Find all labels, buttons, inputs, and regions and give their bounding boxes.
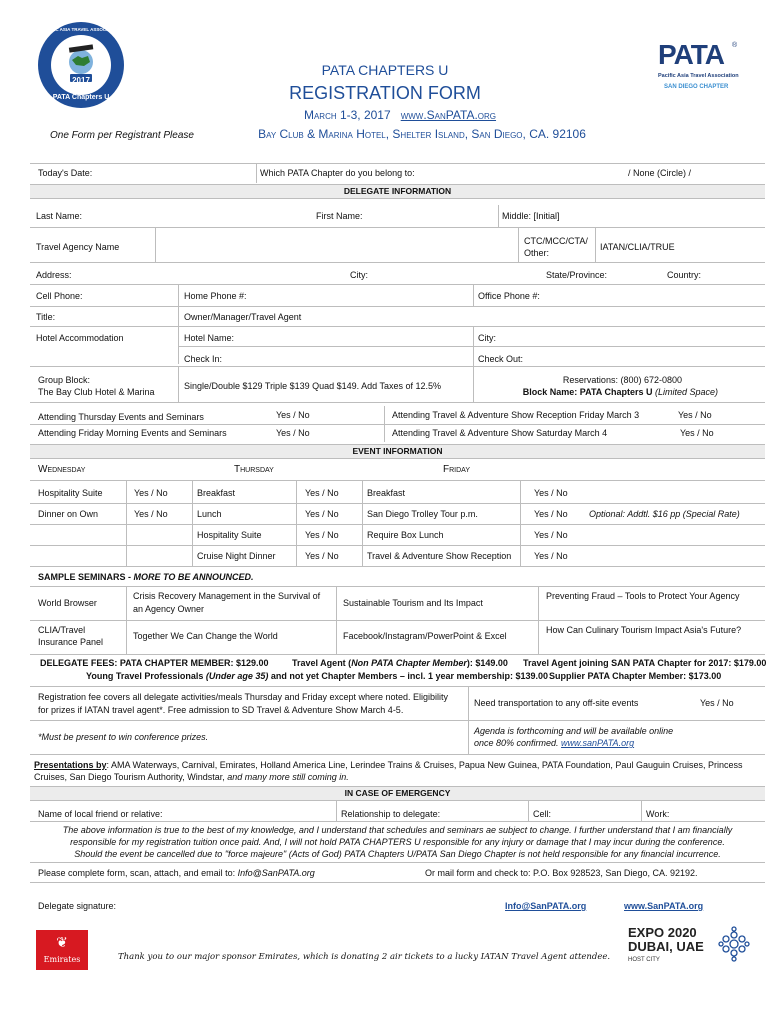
check-out-label: Check Out: [478,354,524,364]
iatan-label: IATAN/CLIA/TRUE [600,242,675,252]
must-be-present: *Must be present to win conference prizes. [38,732,209,742]
travel-agency-label: Travel Agency Name [36,242,120,252]
cell-phone-label: Cell Phone: [36,291,83,301]
chapter-label: Which PATA Chapter do you belong to: [260,168,415,178]
group-block-hotel: The Bay Club Hotel & Marina [38,387,155,397]
pata-logo-word: PATA [658,39,724,70]
thu-breakfast: Breakfast [197,488,236,498]
signature-label: Delegate signature: [38,901,117,911]
agenda-line-1: Agenda is forthcoming and will be available online [474,726,674,736]
thu-lunch-yes-no[interactable]: Yes / No [305,509,339,519]
hotel-accommodation-label: Hotel Accommodation [36,333,124,343]
block-name-note: (Limited Space) [654,387,718,397]
seminar-culinary: How Can Culinary Tourism Impact Asia's Future? [546,625,742,635]
attending-thursday-yes-no[interactable]: Yes / No [276,410,310,420]
expo-location: DUBAI, UAE [628,939,704,954]
agenda-link[interactable]: www.sanPATA.org [561,738,635,748]
agenda-text: once 80% confirmed. [474,738,562,748]
first-name-label: First Name: [316,211,363,221]
seminar-sustainable: Sustainable Tourism and Its Impact [343,598,483,608]
wed-dinner-yes-no[interactable]: Yes / No [134,509,168,519]
one-form-note: One Form per Registrant Please [50,130,194,141]
fee-young-b: (Under age 35) [205,671,269,681]
block-name-text: Block Name: PATA Chapters U [522,387,655,397]
pata-logo-reg: ® [732,42,738,49]
page-title: REGISTRATION FORM [289,83,481,103]
emirates-logo [36,930,88,970]
state-label: State/Province: [546,270,608,280]
sponsor-thanks: Thank you to our major sponsor Emirates, which is donating 2 air tickets to a lucky IATAN Travel Agent attendee. [118,952,611,962]
city-label: City: [350,270,368,280]
fee-non-member [292,658,508,669]
local-friend-label: Name of local friend or relative: [38,809,163,819]
emergency-heading: IN CASE OF EMERGENCY [30,786,765,801]
fee-member: DELEGATE FEES: PATA CHAPTER MEMBER: $129.00 [40,658,269,668]
fri-breakfast: Breakfast [367,488,406,498]
fri-show-reception-yes-no[interactable]: Yes / No [534,551,568,561]
presentations-list-2: Cruises, San Diego Tourism Authority, Windstar, [34,772,228,782]
seminar-social-media: Facebook/Instagram/PowerPoint & Excel [343,631,507,641]
event-info-heading: EVENT INFORMATION [30,444,765,459]
fee-non-member-c: ): $149.00 [466,658,508,668]
fri-trolley-tour: San Diego Trolley Tour p.m. [367,509,478,519]
middle-label: Middle: [Initial] [502,211,560,221]
wed-hospitality-yes-no[interactable]: Yes / No [134,488,168,498]
badge-year: 2017 [72,76,90,85]
reg-fee-line-2: for prizes if IATAN travel agent*. Free admission to SD Travel & Adventure Show March 4-5. [38,705,404,715]
country-label: Country: [667,270,702,280]
wednesday-heading: Wednesday [38,464,86,475]
office-phone-label: Office Phone #: [478,291,540,301]
reservations-phone: Reservations: (800) 672-0800 [562,375,682,385]
block-name [476,387,718,398]
footer-email-link[interactable]: Info@SanPATA.org [505,901,587,911]
disclaimer-line-1: The above information is true to the best of my knowledge, and I understand that schedules and seminars ae subject to change. I further understand that I am financially [62,825,733,835]
owner-label: Owner/Manager/Travel Agent [184,312,302,322]
trolley-optional-note: Optional: Addtl. $16 pp (Special Rate) [589,509,740,519]
room-rates: Single/Double $129 Triple $139 Quad $149. Add Taxes of 12.5% [184,381,442,391]
expo-2020-logo [628,924,758,968]
pata-logo-sub: Pacific Asia Travel Association [658,73,739,79]
friday-heading: Friday [443,464,470,475]
wed-hospitality-suite: Hospitality Suite [38,488,103,498]
fee-young-c: and not yet Chapter Members – incl. 1 year membership: $139.00 [268,671,549,681]
seminar-crisis-1: Crisis Recovery Management in the Survival of [133,591,321,601]
pata-chapters-badge [36,20,126,110]
fee-supplier: Supplier PATA Chapter Member: $173.00 [549,671,722,681]
hotel-city-label: City: [478,333,496,343]
show-saturday-yes-no[interactable]: Yes / No [680,428,714,438]
show-reception-friday-label: Attending Travel & Adventure Show Reception Friday March 3 [392,410,640,420]
sample-seminars-heading [38,572,254,583]
event-dates: March 1-3, 2017 [303,108,391,122]
delegate-info-heading: DELEGATE INFORMATION [30,184,765,199]
presentations-list-1: : AMA Waterways, Carnival, Emirates, Holland America Line, Lerindee Trains & Cruises, Papua New Guinea, PATA Foundation, Paul Gauguin Cruises, Princess [106,760,743,770]
reg-fee-line-1: Registration fee covers all delegate activities/meals Thursday and Friday except where noted. Eligibility [38,692,449,702]
footer-web-link[interactable]: www.SanPATA.org [624,901,704,911]
seminar-fraud: Preventing Fraud – Tools to Protect Your Agency [546,591,740,601]
title-label: Title: [36,312,56,322]
fri-box-lunch-yes-no[interactable]: Yes / No [534,530,568,540]
title-line1: PATA CHAPTERS U [321,62,449,78]
fee-joining: Travel Agent joining SAN PATA Chapter for 2017: $179.00 [523,658,767,668]
thu-cruise-yes-no[interactable]: Yes / No [305,551,339,561]
hotel-name-label: Hotel Name: [184,333,235,343]
wed-dinner-on-own: Dinner on Own [38,509,99,519]
last-name-label: Last Name: [36,211,83,221]
fee-non-member-a: Travel Agent ( [292,658,352,668]
expo-emblem-icon [718,926,750,962]
seminar-clia-2: Insurance Panel [38,637,104,647]
show-saturday-label: Attending Travel & Adventure Show Saturday March 4 [392,428,608,438]
attending-friday-label: Attending Friday Morning Events and Seminars [38,428,227,438]
disclaimer-line-3: Should the event be cancelled due to "force majeure" (Acts of God) PATA Chapters U/PATA San Diego Chapter is not held responsible for any financial incurrence. [74,849,721,859]
presentations-label: Presentations by [34,760,107,770]
emirates-calligraphy-icon: ❦ [56,934,68,950]
emirates-wordmark: Emirates [43,955,81,964]
seminar-crisis-2: an Agency Owner [133,604,205,614]
email-instructions [38,868,315,879]
fri-show-reception: Travel & Adventure Show Reception [367,551,512,561]
venue-line: Bay Club & Marina Hotel, Shelter Island, San Diego, CA. 92106 [258,127,586,141]
agenda-line-2 [474,738,634,749]
seminars-more-note: MORE TO BE ANNOUNCED. [133,572,254,582]
home-phone-label: Home Phone #: [184,291,247,301]
ctc-label-2: Other: [524,248,550,258]
thu-hospitality-yes-no[interactable]: Yes / No [305,530,339,540]
fri-box-lunch: Require Box Lunch [367,530,444,540]
transport-label: Need transportation to any off-site events [474,698,639,708]
seminar-clia-1: CLIA/Travel [38,625,86,635]
sample-seminars-label: SAMPLE SEMINARS - [38,572,134,582]
relationship-label: Relationship to delegate: [341,809,441,819]
presentations-line-2 [34,772,349,783]
mail-instructions: Or mail form and check to: P.O. Box 928523, San Diego, CA. 92192. [425,868,698,878]
thursday-heading: Thursday [234,464,274,475]
presentations-more: and many more still coming in. [227,772,349,782]
fee-non-member-b: Non PATA Chapter Member [351,658,467,668]
date-line [250,108,550,122]
fri-breakfast-yes-no[interactable]: Yes / No [534,488,568,498]
expo-title: EXPO 2020 [628,925,697,940]
thu-hospitality-suite: Hospitality Suite [197,530,262,540]
show-reception-friday-yes-no[interactable]: Yes / No [678,410,712,420]
expo-host-city: HOST CITY [628,957,660,963]
emergency-cell-label: Cell: [533,809,552,819]
todays-date-label: Today's Date: [38,168,93,178]
disclaimer-line-2: responsible for my registration tuition once paid. And, I will not hold PATA CHAPTERS U responsible for any injury or damage that I may incur during the conference. [70,837,725,847]
attending-friday-yes-no[interactable]: Yes / No [276,428,310,438]
none-circle[interactable]: / None (Circle) / [628,168,692,178]
badge-top-text: PACIFIC ASIA TRAVEL ASSOCIATION [40,27,122,32]
header-website-link[interactable]: www.SanPATA.org [400,108,497,122]
fee-young-a: Young Travel Professionals [86,671,206,681]
fee-young [86,671,548,682]
email-instructions-address: Info@SanPATA.org [237,868,315,878]
email-instructions-text: Please complete form, scan, attach, and email to: [38,868,238,878]
thu-lunch: Lunch [197,509,222,519]
thu-cruise-dinner: Cruise Night Dinner [197,551,276,561]
emergency-work-label: Work: [646,809,670,819]
transport-yes-no[interactable]: Yes / No [700,698,734,708]
presentations-line-1 [34,760,743,771]
group-block-label: Group Block: [38,375,91,385]
pata-logo-chapter: SAN DIEGO CHAPTER [664,84,729,90]
thu-breakfast-yes-no[interactable]: Yes / No [305,488,339,498]
badge-bottom-text: PATA Chapters U [52,94,110,101]
pata-logo [628,40,738,100]
attending-thursday-label: Attending Thursday Events and Seminars [38,412,204,422]
address-label: Address: [36,270,72,280]
check-in-label: Check In: [184,354,223,364]
seminar-world-browser: World Browser [38,598,97,608]
ctc-label-1: CTC/MCC/CTA/ [524,236,588,246]
fri-trolley-yes-no[interactable]: Yes / No [534,509,568,519]
seminar-change-world: Together We Can Change the World [133,631,278,641]
